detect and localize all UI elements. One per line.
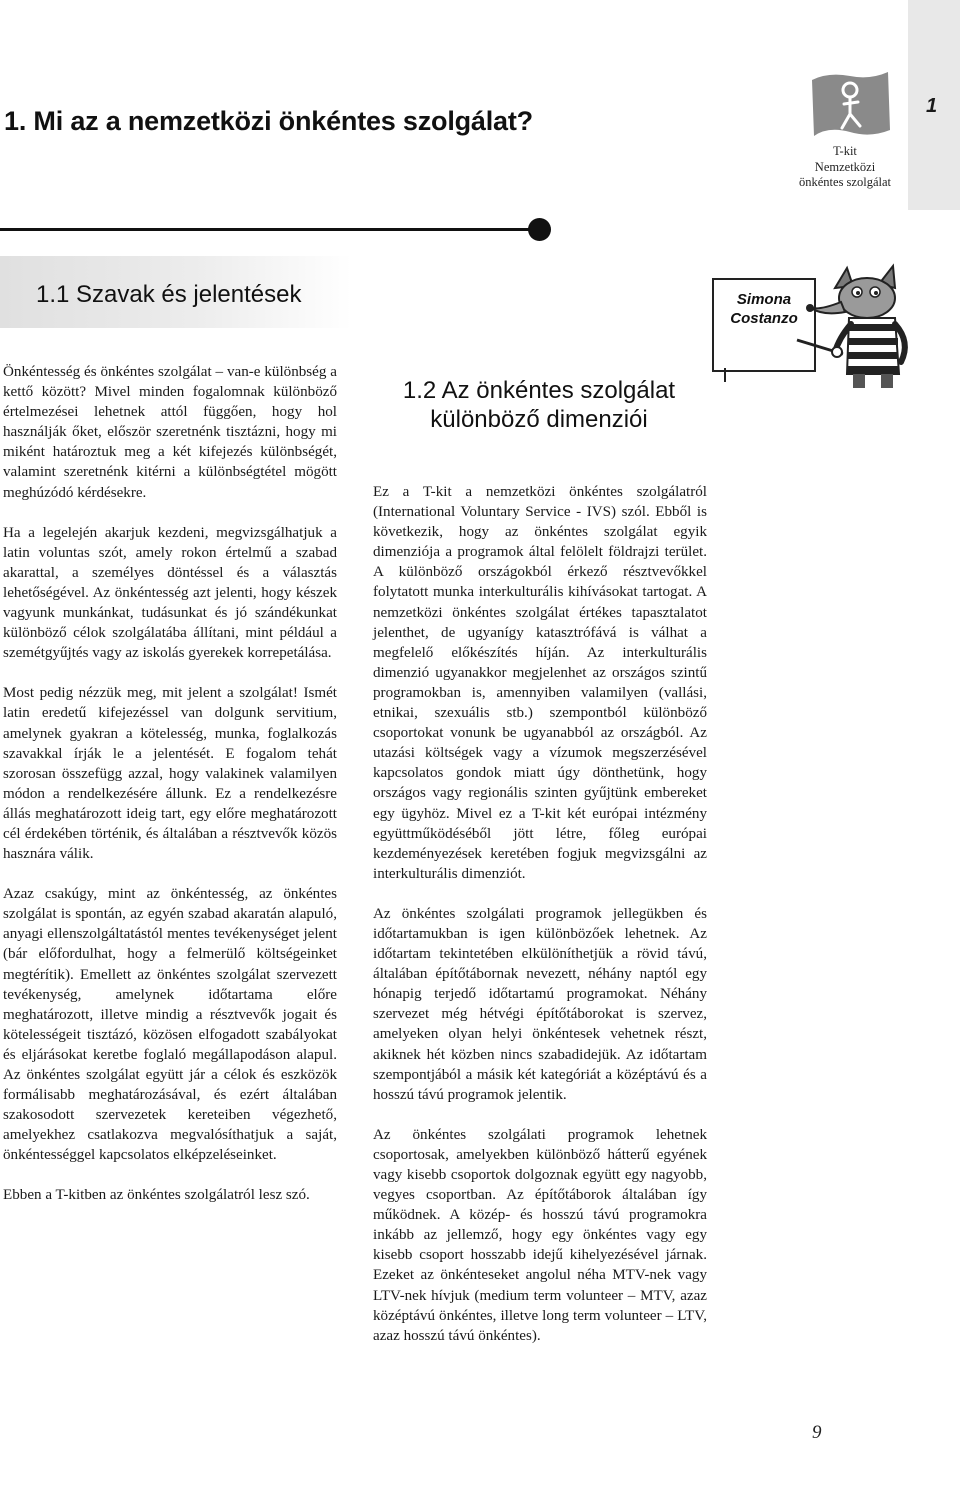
paragraph: Az önkéntes szolgálati programok lehetnek csoportosak, amelyekben különböző hátterű egyének vagy kisebb csoportok dolgoznak együtt egy nagyobb, vegyes csoportban. Az építőtáborok általában így működnek. A közép- és hosszú távú programokra inkább az jellemző, hogy egy önkéntes vagy egy kisebb csoport hosszabb idejű kihelyezésével járnak. Ezeket az önkénteseket angolul néha MTV-nek vagy LTV-nek hívjuk (medium term volunteer – MTV, azaz középtávú önkéntes, illetve long term volunteer – LTV, azaz hosszú távú önkéntes).: [373, 1126, 707, 1344]
page-number: 9: [812, 1422, 822, 1443]
fox-presenter-icon: [795, 262, 920, 390]
paragraph: Most pedig nézzük meg, mit jelent a szolgálat! Ismét latin eredetű kifejezéssel van dolgunk servitium, amelynek gyakran a kötelesség, munka, foglalkozás szavakkal írják le a jelentését. E fogalom tehát szorosan összefügg azzal, hogy valakinek valamilyen módon a rendelkezésére állunk. Ez a rendelkezésre állás meghatározott ideig tart, egy előre meghatározott cél érdekében történik, és általában a résztvevők közös hasznára válik.: [3, 685, 337, 863]
chapter-title: 1. Mi az a nemzetközi önkéntes szolgálat?: [4, 106, 533, 136]
tkit-logo-icon: [808, 70, 892, 142]
chapter-number: 1: [926, 95, 938, 117]
tkit-caption-line: önkéntes szolgálat: [799, 175, 891, 189]
section-title-2: [368, 376, 710, 434]
section-title-2-line: 1.2 Az önkéntes szolgálat: [402, 377, 676, 404]
tkit-caption: [780, 144, 910, 191]
paragraph: Ebben a T-kitben az önkéntes szolgálatról lesz szó.: [3, 1187, 310, 1204]
paragraph: Ha a legelején akarjuk kezdeni, megvizsgálhatjuk a latin voluntas szót, amely rokon értelmű a szabad akarattal, a személyes döntéssel és a választás lehetőségével. Az önkéntesség azt jelenti, hogy készek vagyunk munkánkat, tudásunkat és jó szándékunkat különböző célok szolgálatába állítani, mint például a szemétgyűjtés vagy az iskolás gyerekek korrepetálása.: [3, 524, 337, 662]
right-column: [373, 482, 707, 1366]
paragraph: Az önkéntes szolgálati programok jellegükben és időtartamukban is igen különbözőek lehetnek. Az időtartam tekintetében elkülöníthetjük a rövid távú, általában építőtábornak nevezett, néhány naptól egy hónapig terjedő időtartamú programokat. Néhány szervezet még hétvégi építőtáborokat is szervez, amelyeken olyan helyi önkéntesek vehetnek részt, akiknek hét közben nincs szabadidejük. Az időtartam szempontjából a másik két kategóriát a középtávú és a hosszú távú programok jelentik.: [373, 905, 707, 1103]
section-title-2-line: különböző dimenziói: [430, 406, 648, 433]
section-title-1: 1.1 Szavak és jelentések: [36, 281, 302, 308]
divider-dot: [528, 218, 551, 241]
tkit-caption-line: T-kit: [833, 144, 857, 158]
board-name-line: Costanzo: [730, 310, 798, 327]
tkit-caption-line: Nemzetközi: [814, 159, 876, 174]
paragraph: Önkéntesség és önkéntes szolgálat – van-e különbség a kettő között? Mivel minden fogalomnak különböző értelmezései lehetnek attól függően, hogy hol használják őket, először szeretnénk tisztázni, hogy mi miként határoztuk meg a két kifejezés különbségét, valamint szeretnénk kitérni a különbségtétel mögött meghúzódó kérdésekre.: [3, 364, 337, 501]
paragraph: Azaz csakúgy, mint az önkéntesség, az önkéntes szolgálat is spontán, az egyén szabad akaratán alapuló, anyagi ellenszolgáltatástól mentes tevékenységet jelent (bár előfordulhat, hogy a felmerülő költségeinket megtérítik). Emellett az önkéntes szolgálat szervezett tevékenység, amelynek időtartama előre meghatározott, illetve mindig a résztvevők jogait és kötelességeit tisztázó, közösen elfogadott szabályokat és eljárásokat keretbe foglaló megállapodáson alapul. Az önkéntes szolgálat együtt jár a célok és eszközök formálisabb meghatározásával, és ezért általában szakosodott szervezetek kereteiben végezhető, amelyekhez csatlakozva megvalósíthatjuk a saját, önkéntességgel kapcsolatos elképzeléseinket.: [3, 886, 337, 1164]
paragraph: Ez a T-kit a nemzetközi önkéntes szolgálatról (International Voluntary Service - IVS) szól. Ebből is következik, hogy az önkéntes szolgálat egyik dimenziója a programok által felölelt földrajzi terület. A különböző országokból érkező résztvevőkkel folytatott munka interkulturális kihívásokat tartogat. A nemzetközi önkéntes szolgálat értékes tapasztalatot jelenthet, de ugyanígy katasztrófává is válhat a megfelelő előkészítés híján. Az interkulturális dimenzió ugyanakkor megjelenhet az országos szintű programokban is, amennyiben valamilyen (vallási, etnikai, szexuális stb.) szempontból különböző csoportokat vonunk be ugyanabból az országból. Az utazási költségek vagy a vízumok megszerzésével kapcsolatos gondok miatt úgy dönthetünk, hogy országos vagy regionális szinten gyűjtünk embereket egy ügyhöz. Mivel ez a T-kit két európai intézmény együttműködéséből jött létre, főleg európai kezdeményezések keretében fogjuk megvizsgálni az interkulturális dimenziót.: [373, 484, 707, 882]
divider-line: [0, 228, 534, 231]
board-name-line: Simona: [736, 291, 792, 308]
presentation-board-leg: [724, 368, 726, 382]
left-column: [3, 362, 337, 1226]
